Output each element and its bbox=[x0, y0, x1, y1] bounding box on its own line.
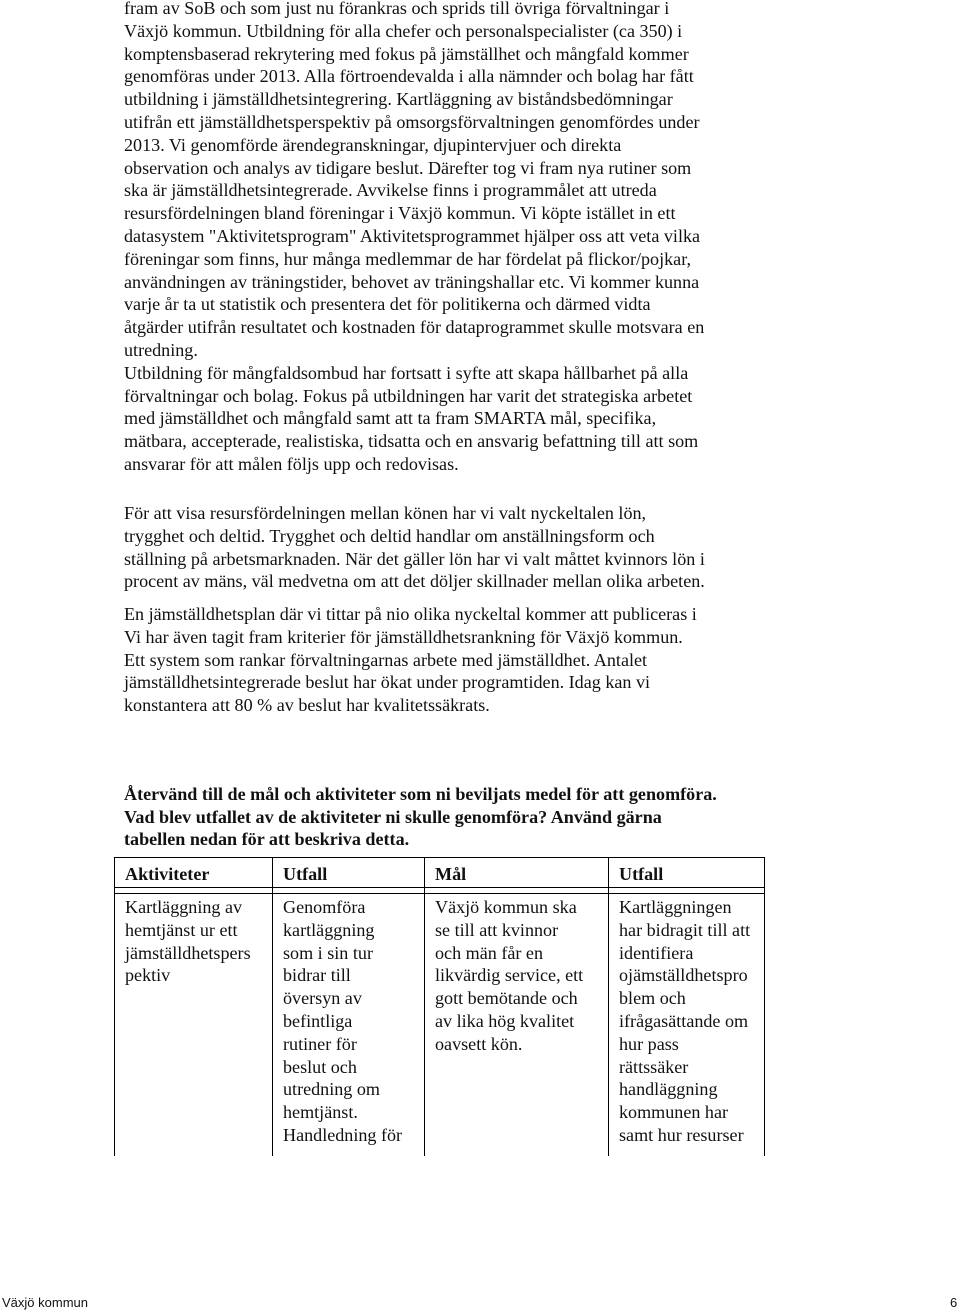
text-line: procent av mäns, väl medvetna om att det döljer skillnader mellan olika arbeten. bbox=[124, 571, 705, 592]
text-line: Vad blev utfallet av de aktiviteter ni skulle genomföra? Använd gärna bbox=[124, 806, 662, 827]
text-line: För att visa resursfördelningen mellan könen har vi valt nyckeltalen lön, bbox=[124, 503, 647, 523]
text-line: mätbara, accepterade, realistiska, tidsatta och en ansvarig befattning till att som bbox=[124, 431, 699, 452]
text-line: kommunen har bbox=[619, 1102, 729, 1123]
header-cell bbox=[425, 858, 609, 888]
outcome-table bbox=[114, 857, 765, 1156]
text-line: Handledning för bbox=[283, 1124, 403, 1145]
text-line: fram av SoB och som just nu förankras och sprids till övriga förvaltningar i bbox=[124, 0, 670, 18]
text-line: kartläggning bbox=[283, 919, 375, 940]
text-line: Kartläggningen bbox=[619, 897, 732, 917]
outcome-cell-text bbox=[273, 894, 424, 1147]
text-line: Utbildning för mångfaldsombud har fortsatt i syfte att skapa hållbarhet på alla bbox=[124, 362, 689, 383]
header-goal: Mål bbox=[435, 864, 467, 884]
text-line: har bidragit till att bbox=[619, 919, 751, 940]
text-line: av lika hög kvalitet bbox=[435, 1010, 575, 1031]
text-line: rättssäker bbox=[619, 1056, 689, 1077]
text-line: föreningar som finns, hur många medlemmar de har fördelat på flickor/pojkar, bbox=[124, 248, 692, 269]
text-line: ställning på arbetsmarknaden. När det gäller lön har vi valt måttet kvinnors lön i bbox=[124, 548, 705, 569]
text-line: rutiner för bbox=[283, 1033, 357, 1054]
header-outcome: Utfall bbox=[619, 864, 664, 884]
text-line: utredning om bbox=[283, 1079, 380, 1100]
text-line: se till att kvinnor bbox=[435, 919, 559, 940]
text-line: jämställdhetsintegrerade beslut har ökat under programtiden. Idag kan vi bbox=[124, 672, 651, 693]
text-line: 2013. Vi genomförde ärendegranskningar, djupintervjuer och direkta bbox=[124, 134, 622, 155]
text-line: ska är jämställdhetsintegrerade. Avvikelse finns i programmålet att utreda bbox=[124, 180, 657, 201]
text-line: varje år ta ut statistik och presentera det för politikerna och därmed vidta bbox=[124, 294, 651, 315]
text-line: och män får en bbox=[435, 942, 544, 963]
text-line: med jämställdhet och mångfald samt att ta fram SMARTA mål, specifika, bbox=[124, 408, 657, 429]
text-line: användningen av träningstider, behovet av träningshallar etc. Vi kommer kunna bbox=[124, 271, 700, 292]
body-paragraph-activities bbox=[124, 0, 824, 476]
text-line: ojämställdhetspro bbox=[619, 965, 748, 986]
text-line: genomföras under 2013. Alla förtroendevalda i alla nämnder och bolag har fått bbox=[124, 66, 694, 87]
header-cell bbox=[609, 858, 765, 888]
text-line: Växjö kommun ska bbox=[435, 897, 577, 917]
header-outcome: Utfall bbox=[283, 864, 328, 884]
result-cell-text bbox=[609, 894, 764, 1147]
table-header-row bbox=[115, 858, 765, 888]
table-cell bbox=[115, 894, 273, 1157]
text-line: observation och analys av tidigare beslut. Därefter tog vi fram nya rutiner som bbox=[124, 157, 692, 178]
header-cell bbox=[273, 858, 425, 888]
text-line: befintliga bbox=[283, 1010, 353, 1031]
text-line: ifrågasättande om bbox=[619, 1010, 749, 1031]
text-line: En jämställdhetsplan där vi tittar på nio olika nyckeltal kommer att publiceras i bbox=[124, 604, 697, 624]
text-line: Återvänd till de mål och aktiviteter som ni beviljats medel för att genomföra. bbox=[124, 784, 717, 804]
text-line: likvärdig service, ett bbox=[435, 965, 584, 986]
activity-cell-text bbox=[115, 894, 272, 987]
text-line: jämställdhetspers bbox=[125, 942, 251, 963]
text-line: bidrar till bbox=[283, 965, 351, 986]
footer-organization: Växjö kommun bbox=[2, 1295, 88, 1310]
header-cell bbox=[115, 858, 273, 888]
text-line: åtgärder utifrån resultatet och kostnaden för dataprogrammet skulle motsvara en bbox=[124, 317, 705, 338]
text-line: komptensbaserad rekrytering med fokus på jämställhet och mångfald kommer bbox=[124, 43, 689, 64]
text-line: konstantera att 80 % av beslut har kvalitetssäkrats. bbox=[124, 695, 490, 716]
text-line: Vi har även tagit fram kriterier för jämställdhetsrankning för Växjö kommun. bbox=[124, 626, 683, 647]
text-line: resursfördelningen bland föreningar i Växjö kommun. Vi köpte istället in ett bbox=[124, 203, 676, 224]
text-line: oavsett kön. bbox=[435, 1033, 523, 1054]
text-line: pektiv bbox=[125, 965, 171, 986]
text-line: ansvarar för att målen följs upp och redovisas. bbox=[124, 453, 459, 474]
text-line: översyn av bbox=[283, 988, 362, 1009]
text-line: tabellen nedan för att beskriva detta. bbox=[124, 829, 410, 849]
text-line: Kartläggning av bbox=[125, 897, 243, 917]
text-line: förvaltningar och bolag. Fokus på utbildningen har varit det strategiska arbetet bbox=[124, 385, 693, 406]
footer-page-number: 6 bbox=[950, 1295, 958, 1310]
text-line: hemtjänst. bbox=[283, 1102, 358, 1123]
table-cell bbox=[609, 894, 765, 1157]
table-row bbox=[115, 894, 765, 1157]
text-line: identifiera bbox=[619, 942, 694, 963]
table-cell bbox=[425, 894, 609, 1157]
text-line: trygghet och deltid. Trygghet och deltid handlar om anställningsform och bbox=[124, 525, 655, 546]
text-line: utifrån ett jämställdhetsperspektiv på omsorgsförvaltningen genomfördes under bbox=[124, 111, 700, 132]
text-line: datasystem "Aktivitetsprogram" Aktivitetsprogrammet hjälper oss att veta vilka bbox=[124, 225, 701, 246]
text-line: Genomföra bbox=[283, 897, 366, 917]
text-line: Växjö kommun. Utbildning för alla chefer och personalspecialister (ca 350) i bbox=[124, 20, 683, 41]
text-line: blem och bbox=[619, 988, 686, 1009]
text-line: hemtjänst ur ett bbox=[125, 919, 238, 940]
text-line: hur pass bbox=[619, 1033, 679, 1054]
text-line: utbildning i jämställdhetsintegrering. Kartläggning av biståndsbedömningar bbox=[124, 89, 673, 110]
header-activities: Aktiviteter bbox=[125, 864, 210, 884]
body-paragraph-equality-plan bbox=[124, 603, 824, 717]
text-line: utredning. bbox=[124, 339, 198, 360]
section-heading bbox=[124, 783, 844, 851]
table-cell bbox=[273, 894, 425, 1157]
text-line: gott bemötande och bbox=[435, 988, 578, 1009]
goal-cell-text bbox=[425, 894, 608, 1056]
body-paragraph-resource-allocation bbox=[124, 502, 824, 593]
text-line: samt hur resurser bbox=[619, 1124, 744, 1145]
text-line: beslut och bbox=[283, 1056, 357, 1077]
text-line: som i sin tur bbox=[283, 942, 373, 963]
text-line: Ett system som rankar förvaltningarnas arbete med jämställdhet. Antalet bbox=[124, 649, 648, 670]
text-line: handläggning bbox=[619, 1079, 718, 1100]
